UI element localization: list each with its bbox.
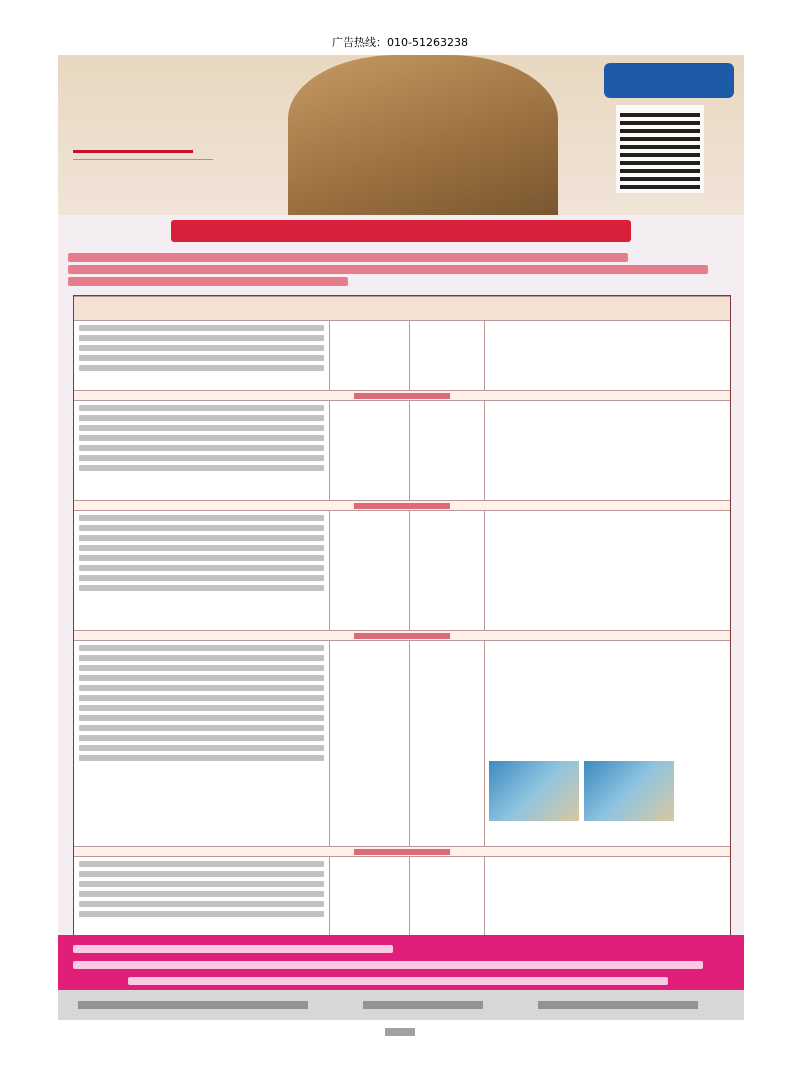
qr-code <box>616 105 704 193</box>
logo-cities <box>73 159 213 170</box>
table-row <box>74 640 730 847</box>
ad-hotline: 广告热线：010-51263238 <box>332 36 468 49</box>
flyer-page <box>58 55 744 1020</box>
banner <box>58 55 744 215</box>
table-row <box>74 400 730 501</box>
cps-logo <box>604 63 734 98</box>
logo-mark <box>73 110 193 153</box>
table-row <box>74 320 730 391</box>
coast-photo <box>489 761 579 821</box>
company-logo <box>73 110 233 185</box>
whale-photo <box>584 761 674 821</box>
tour-table <box>73 295 731 937</box>
section-header-egypt <box>74 296 730 321</box>
company-strip <box>58 990 744 1020</box>
page-number <box>0 1028 800 1040</box>
table-row <box>74 856 730 937</box>
special-notes <box>68 253 734 289</box>
table-row <box>74 510 730 631</box>
main-title <box>58 220 744 246</box>
sphinx-image <box>288 55 558 215</box>
